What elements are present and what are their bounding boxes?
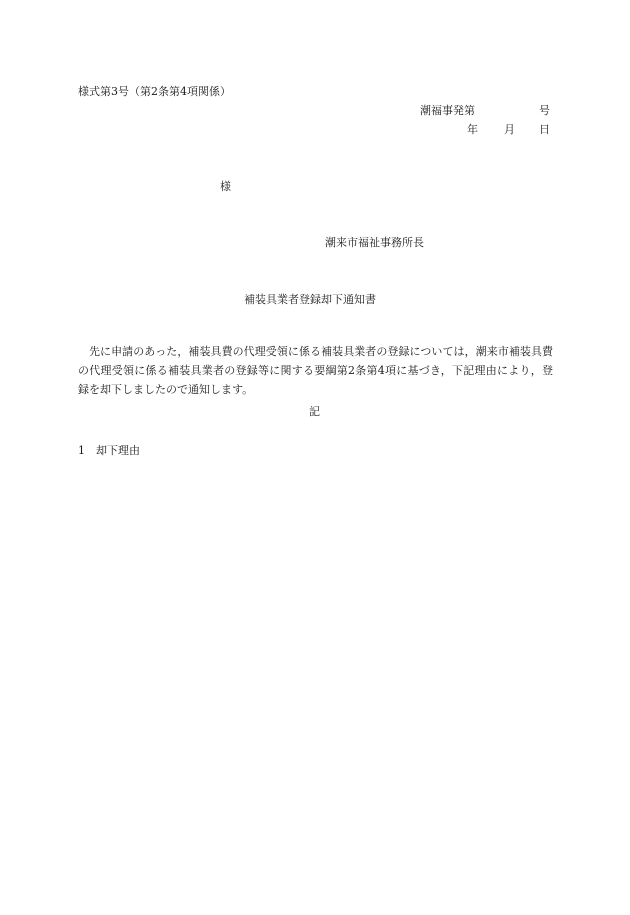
addressee-suffix: 様	[220, 180, 231, 193]
form-number: 様式第3号（第2条第4項関係）	[78, 85, 231, 98]
document-title: 補装具業者登録却下通知書	[244, 293, 376, 306]
document-number-suffix: 号	[539, 104, 550, 117]
date-month-label: 月	[504, 123, 515, 136]
body-paragraph: 先に申請のあった，補装具費の代理受領に係る補装具業者の登録については，潮来市補装具費の代理受領に係る補装具業者の登録等に関する要綱第2条第4項に基づき，下記理由により，登録を却下しましたので通知します。	[78, 345, 553, 396]
document-number-prefix: 潮福事発第	[420, 104, 475, 117]
issuer-name: 潮来市福祉事務所長	[325, 236, 424, 249]
ki-marker: 記	[309, 405, 320, 418]
date-year-label: 年	[467, 123, 478, 136]
rejection-reason-heading: 1 却下理由	[78, 444, 140, 457]
date-day-label: 日	[539, 123, 550, 136]
